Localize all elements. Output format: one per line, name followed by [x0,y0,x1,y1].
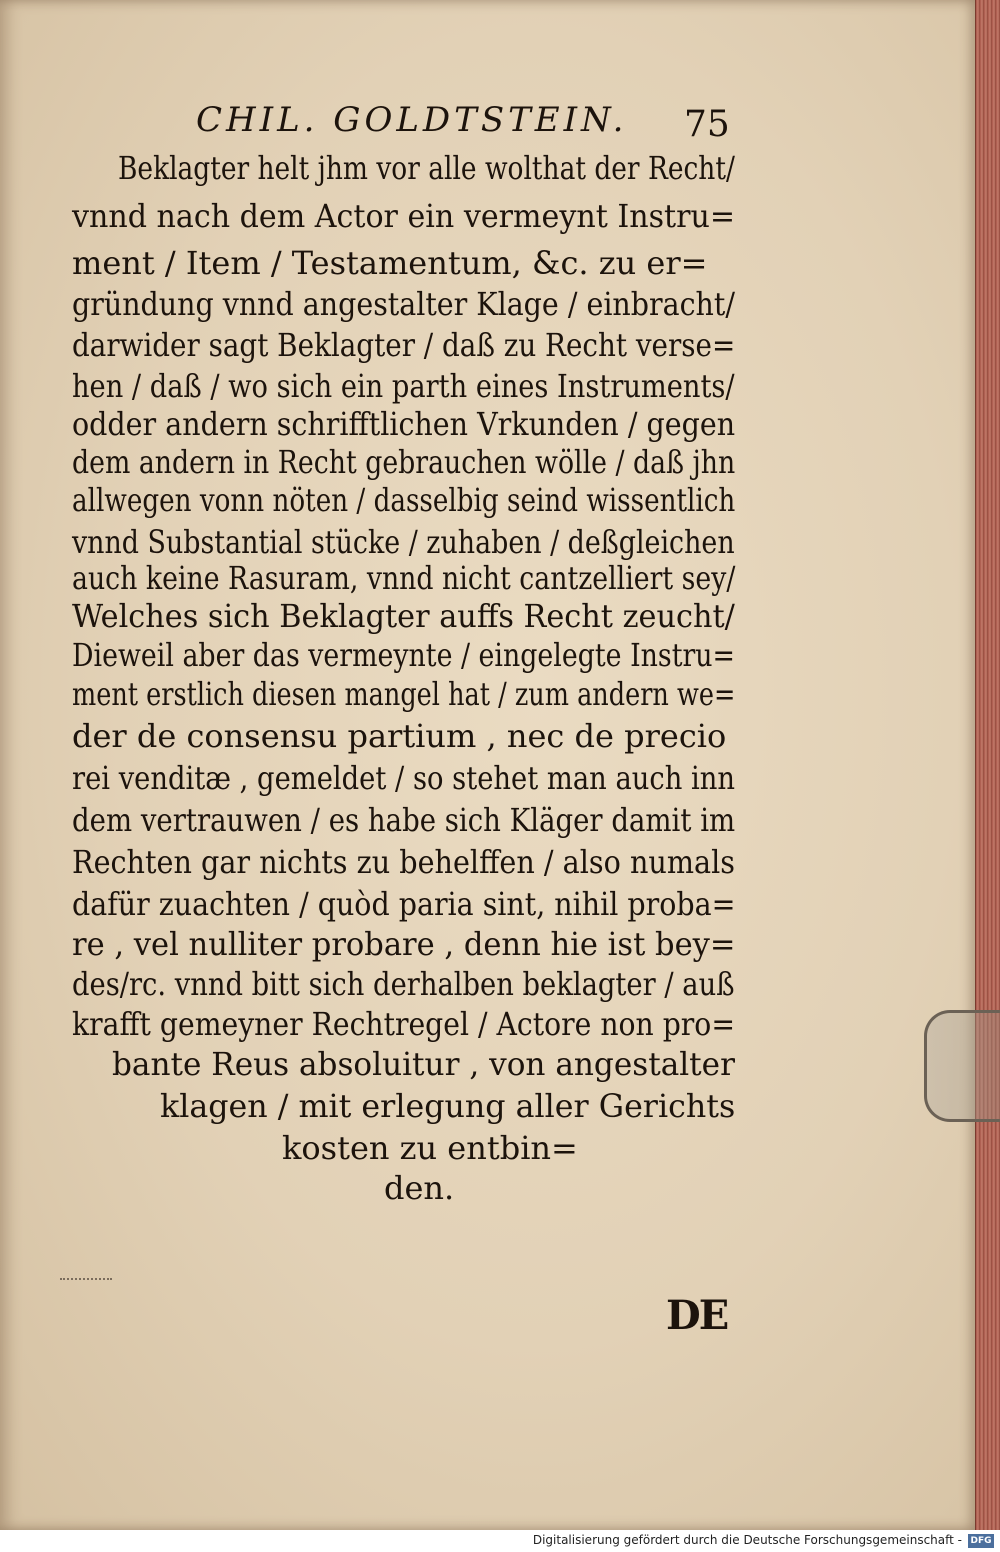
text-line: gründung vnnd angestalter Klage / einbracht/ [72,285,735,323]
text-line: dafür zuachten / quòd paria sint, nihil proba= [72,885,736,923]
text-line: auch keine Rasuram, vnnd nicht cantzelliert sey/ [72,559,736,597]
text-line: des/rc. vnnd bitt sich derhalben beklagter / auß [72,965,735,1003]
page-edges [975,0,1000,1530]
text-line: kosten zu entbin= [282,1129,578,1167]
text-line: vnnd Substantial stücke / zuhaben / deßgleichen [72,523,735,561]
text-line: der de consensu partium , nec de precio [72,717,727,755]
text-line: klagen / mit erlegung aller Gerichts [160,1087,736,1125]
footer-bar [0,1530,1000,1552]
text-line: Beklagter helt jhm vor alle wolthat der Recht/ [118,149,735,187]
text-line: Rechten gar nichts zu behelffen / also numals [72,843,735,881]
text-line: vnnd nach dem Actor ein vermeynt Instru= [72,197,736,235]
page-clip [924,1010,1000,1122]
text-line: ment erstlich diesen mangel hat / zum andern we= [72,675,736,713]
catchword: DE [666,1292,728,1339]
text-line: ment / Item / Testamentum, &c. zu er= [72,244,708,282]
text-line: re , vel nulliter probare , denn hie ist bey= [72,925,736,963]
text-line: darwider sagt Beklagter / daß zu Recht verse= [72,326,736,364]
text-line: allwegen vonn nöten / dasselbig seind wissentlich [72,481,736,519]
footer-credit: Digitalisierung gefördert durch die Deutsche Forschungsgemeinschaft - [532,1533,962,1547]
text-line: dem vertrauwen / es habe sich Kläger damit im [72,801,736,839]
text-line: bante Reus absoluitur , von angestalter [112,1045,735,1083]
text-line: rei venditæ , gemeldet / so stehet man auch inn [72,759,736,797]
dfg-logo: DFG [968,1534,994,1548]
page-number: 75 [684,104,730,145]
text-line: Dieweil aber das vermeynte / eingelegte Instru= [72,636,736,674]
text-line: Welches sich Beklagter auffs Recht zeucht/ [72,597,735,635]
text-line: odder andern schrifftlichen Vrkunden / gegen [72,405,736,443]
text-line: den. [384,1169,455,1207]
text-line: krafft gemeyner Rechtregel / Actore non pro= [72,1005,735,1043]
pencil-mark [60,1278,112,1284]
text-line: hen / daß / wo sich ein parth eines Instruments/ [72,367,735,405]
text-line: dem andern in Recht gebrauchen wölle / daß jhn [72,443,736,481]
running-head: CHIL. GOLDTSTEIN. [196,100,628,140]
